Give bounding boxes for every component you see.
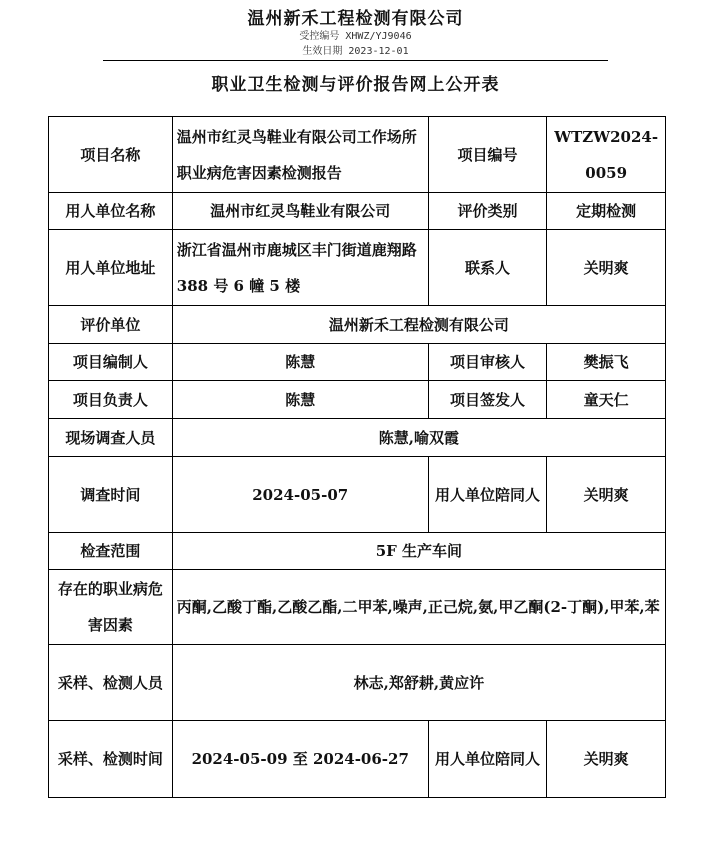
- sampling-time-label: 采样、检测时间: [49, 721, 173, 798]
- investigators-value: 陈慧,喻双霞: [172, 419, 665, 457]
- samplers-value: 林志,郑舒耕,黄应许: [172, 645, 665, 721]
- scope-label: 检查范围: [49, 533, 173, 570]
- table-row: [49, 533, 666, 570]
- table-row: [49, 381, 666, 419]
- disclosure-table: [48, 116, 666, 798]
- table-row: [49, 230, 666, 306]
- accompany2-value: 关明爽: [547, 721, 666, 798]
- table-row: [49, 117, 666, 193]
- contact-label: 联系人: [428, 230, 547, 306]
- leader-label: 项目负责人: [49, 381, 173, 419]
- sampling-time-value: 2024-05-09 至 2024-06-27: [172, 721, 428, 798]
- header-rule: [103, 60, 608, 61]
- employer-address-label: 用人单位地址: [49, 230, 173, 306]
- accompany-value: 关明爽: [547, 457, 666, 533]
- document-title: 职业卫生检测与评价报告网上公开表: [211, 75, 500, 95]
- table-row: [49, 570, 666, 645]
- control-number: 受控编号 XHWZ/YJ9046: [299, 31, 412, 42]
- employer-address-value: 浙江省温州市鹿城区丰门街道鹿翔路 388 号 6 幢 5 楼: [172, 230, 428, 306]
- hazards-label: 存在的职业病危害因素: [49, 570, 173, 645]
- hazards-value: 丙酮,乙酸丁酯,乙酸乙酯,二甲苯,噪声,正己烷,氨,甲乙酮(2-丁酮),甲苯,苯: [172, 570, 665, 645]
- compiler-label: 项目编制人: [49, 344, 173, 381]
- compiler-value: 陈慧: [172, 344, 428, 381]
- company-name: 温州新禾工程检测有限公司: [247, 9, 464, 29]
- table-row: [49, 344, 666, 381]
- employer-name-label: 用人单位名称: [49, 193, 173, 230]
- eval-type-label: 评价类别: [428, 193, 547, 230]
- accompany2-label: 用人单位陪同人: [428, 721, 547, 798]
- table-row: [49, 306, 666, 344]
- issuer-value: 童天仁: [547, 381, 666, 419]
- employer-name-value: 温州市红灵鸟鞋业有限公司: [172, 193, 428, 230]
- eval-unit-label: 评价单位: [49, 306, 173, 344]
- contact-value: 关明爽: [547, 230, 666, 306]
- project-name-label: 项目名称: [49, 117, 173, 193]
- survey-time-label: 调查时间: [49, 457, 173, 533]
- project-no-label: 项目编号: [428, 117, 547, 193]
- table-row: [49, 193, 666, 230]
- project-name-value: 温州市红灵鸟鞋业有限公司工作场所职业病危害因素检测报告: [172, 117, 428, 193]
- eval-type-value: 定期检测: [547, 193, 666, 230]
- effective-date: 生效日期 2023-12-01: [302, 46, 409, 57]
- table-row: [49, 457, 666, 533]
- investigators-label: 现场调查人员: [49, 419, 173, 457]
- project-no-value: WTZW2024-0059: [547, 117, 666, 193]
- eval-unit-value: 温州新禾工程检测有限公司: [172, 306, 665, 344]
- issuer-label: 项目签发人: [428, 381, 547, 419]
- reviewer-label: 项目审核人: [428, 344, 547, 381]
- scope-value: 5F 生产车间: [172, 533, 665, 570]
- samplers-label: 采样、检测人员: [49, 645, 173, 721]
- table-row: [49, 721, 666, 798]
- survey-time-value: 2024-05-07: [172, 457, 428, 533]
- table-row: [49, 645, 666, 721]
- table-row: [49, 419, 666, 457]
- leader-value: 陈慧: [172, 381, 428, 419]
- reviewer-value: 樊振飞: [547, 344, 666, 381]
- accompany-label: 用人单位陪同人: [428, 457, 547, 533]
